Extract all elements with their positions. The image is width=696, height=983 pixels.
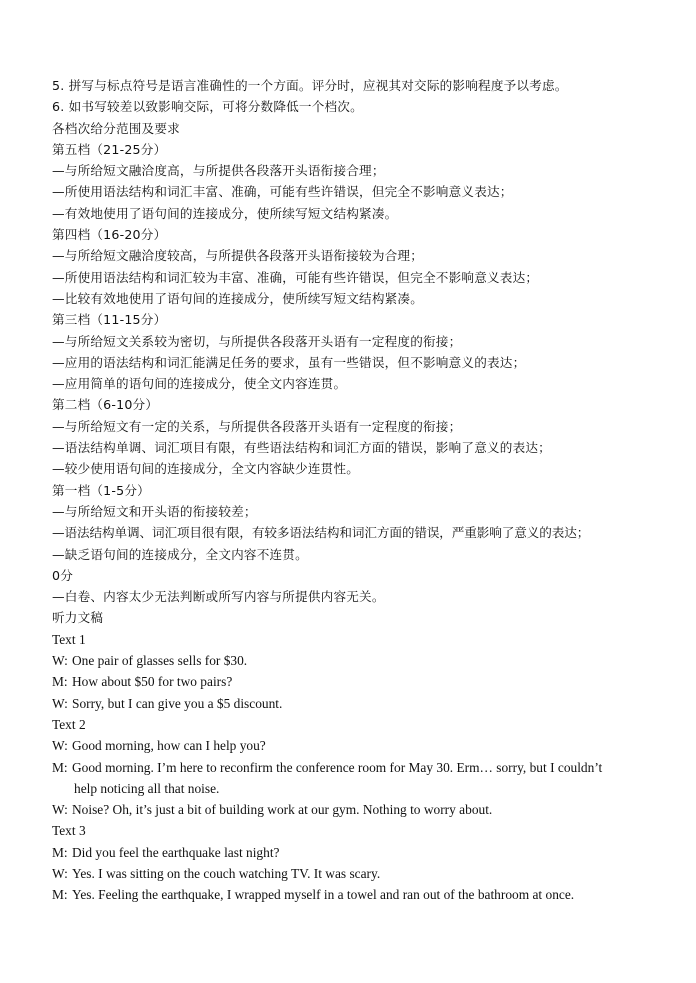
grade-item: —较少使用语句间的连接成分，全文内容缺少连贯性。: [52, 461, 360, 477]
grade-item: —所使用语法结构和词汇丰富、准确，可能有些许错误，但完全不影响意义表达；: [52, 184, 513, 200]
speaker-label: W:: [52, 802, 68, 818]
dialogue-line: [52, 650, 676, 671]
speaker-label: W:: [52, 865, 68, 881]
speaker-label: M:: [52, 887, 68, 903]
text-title: Text 2: [52, 716, 86, 732]
dialogue-line-continuation: help noticing all that noise.: [74, 780, 220, 796]
grade-item: —语法结构单调、词汇项目很有限，有较多语法结构和词汇方面的错误，严重影响了意义的表达；: [52, 525, 590, 541]
text-title: Text 1: [52, 631, 86, 647]
transcript-title: 听力文稿: [52, 610, 104, 626]
speaker-label: M:: [52, 844, 68, 860]
grade-0-section: [52, 565, 676, 608]
dialogue-line: [52, 884, 676, 905]
grade-item: —所使用语法结构和词汇较为丰富、准确，可能有些许错误，但完全不影响意义表达；: [52, 269, 539, 285]
grade-item: —有效地使用了语句间的连接成分，使所续写短文结构紧凑。: [52, 205, 398, 221]
grade-item: —白卷、内容太少无法判断或所写内容与所提供内容无关。: [52, 589, 385, 605]
scoring-note-6: 6. 如书写较差以致影响交际，可将分数降低一个档次。: [52, 99, 363, 115]
dialogue-line: [52, 671, 676, 692]
scoring-note-5: 5. 拼写与标点符号是语言准确性的一个方面。评分时，应视其对交际的影响程度予以考虑。: [52, 78, 568, 93]
speaker-label: W:: [52, 653, 68, 669]
speaker-label: W:: [52, 738, 68, 754]
grade-item: —比较有效地使用了语句间的连接成分，使所续写短文结构紧凑。: [52, 290, 424, 306]
grade-title: 第三档（11-15分）: [52, 312, 167, 328]
grade-2-section: [52, 394, 676, 479]
grade-item: —与所给短文融洽度高，与所提供各段落开头语衔接合理；: [52, 163, 385, 179]
grade-item: —与所给短文和开头语的衔接较差；: [52, 503, 257, 519]
grade-5-section: [52, 139, 676, 224]
utterance: Sorry, but I can give you a $5 discount.: [72, 695, 283, 711]
grade-item: —与所给短文关系较为密切，与所提供各段落开头语有一定程度的衔接；: [52, 333, 462, 349]
text-3-section: [52, 820, 676, 905]
speaker-label: M:: [52, 674, 68, 690]
grade-title: 第五档（21-25分）: [52, 141, 167, 157]
grade-title: 第二档（6-10分）: [52, 397, 159, 413]
grade-3-section: [52, 309, 676, 394]
grade-item: —与所给短文融洽度较高，与所提供各段落开头语衔接较为合理；: [52, 248, 424, 264]
utterance: Did you feel the earthquake last night?: [72, 844, 280, 860]
dialogue-line: [52, 693, 676, 714]
utterance: Yes. Feeling the earthquake, I wrapped myself in a towel and ran out of the bathroom at once.: [72, 887, 575, 903]
dialogue-line: [52, 799, 676, 820]
grade-item: —缺乏语句间的连接成分，全文内容不连贯。: [52, 546, 308, 562]
grade-4-section: [52, 224, 676, 309]
grade-item: —语法结构单调、词汇项目有限，有些语法结构和词汇方面的错误，影响了意义的表达；: [52, 440, 551, 456]
utterance: How about $50 for two pairs?: [72, 674, 233, 690]
grade-title: 0分: [52, 567, 74, 583]
text-title: Text 3: [52, 823, 86, 839]
dialogue-line: [52, 842, 676, 863]
utterance: Yes. I was sitting on the couch watching TV. It was scary.: [72, 865, 381, 881]
utterance: Good morning. I’m here to reconfirm the conference room for May 30. Erm… sorry, but I couldn’t: [72, 759, 603, 775]
utterance: Noise? Oh, it’s just a bit of building work at our gym. Nothing to worry about.: [72, 802, 493, 818]
text-1-section: [52, 629, 676, 714]
speaker-label: M:: [52, 759, 68, 775]
speaker-label: W:: [52, 695, 68, 711]
grade-scope-title: 各档次给分范围及要求: [52, 120, 180, 136]
grade-item: —应用的语法结构和词汇能满足任务的要求，虽有一些错误，但不影响意义的表达；: [52, 354, 526, 370]
utterance: One pair of glasses sells for $30.: [72, 653, 248, 669]
grade-title: 第四档（16-20分）: [52, 227, 167, 243]
dialogue-line: [52, 735, 676, 756]
dialogue-line: [52, 757, 676, 778]
grade-item: —应用简单的语句间的连接成分，使全文内容连贯。: [52, 376, 347, 392]
grade-item: —与所给短文有一定的关系，与所提供各段落开头语有一定程度的衔接；: [52, 418, 462, 434]
grade-title: 第一档（1-5分）: [52, 482, 150, 498]
grade-1-section: [52, 480, 676, 565]
dialogue-line: [52, 863, 676, 884]
utterance: Good morning, how can I help you?: [72, 738, 266, 754]
text-2-section: [52, 714, 676, 820]
